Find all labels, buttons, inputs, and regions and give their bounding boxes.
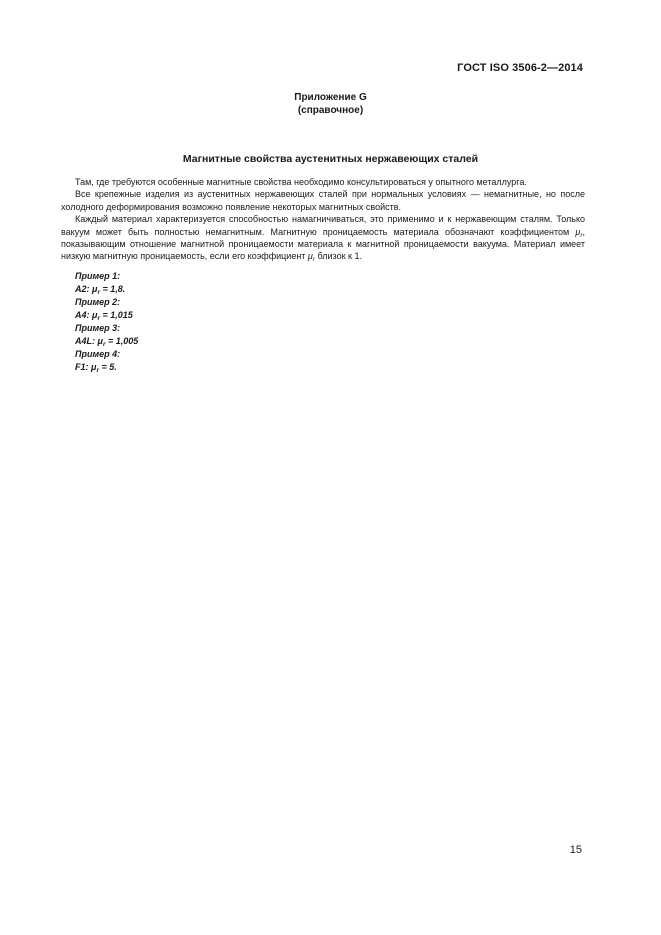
example-label: Пример 2: bbox=[75, 297, 121, 307]
examples-list bbox=[75, 270, 138, 374]
paragraph-2: Все крепежные изделия из аустенитных нержавеющих сталей при нормальных условиях — немагнитные, но после холодного деформирования возможно появление некоторых магнитных свойств. bbox=[61, 189, 585, 212]
paragraph-1: Там, где требуются особенные магнитные свойства необходимо консультироваться у опытного металлурга. bbox=[75, 177, 527, 187]
example-label: Пример 3: bbox=[75, 323, 121, 333]
example-value: A4L: $\mu_r = 1,005$ bbox=[75, 336, 139, 348]
paragraph-3-part-3: близок к 1. bbox=[315, 251, 362, 262]
annex-type: (справочное) bbox=[297, 105, 364, 116]
mu-symbol: $\mu_r$ bbox=[575, 226, 583, 239]
example-value: A4: $\mu_r = 1,015$ bbox=[75, 310, 133, 322]
paragraph-3-part-2: , показывающим отношение магнитной проницаемости материала к магнитной проницаемости вакуума. Материал имеет низкую магнитную проницаемость, если его коэффициент bbox=[61, 226, 585, 262]
example-value: A2: $\mu_r = 1,8$. bbox=[75, 284, 126, 296]
paragraph-3 bbox=[61, 213, 585, 263]
paragraph-3-part-1: Каждый материал характеризуется способностью намагничиваться, это применимо и к нержавеющим сталям. Только вакуум может быть полностью немагнитным. Магнитную проницаемость материала обозначают коэффициентом bbox=[61, 214, 585, 237]
annex-title: Магнитные свойства аустенитных нержавеющих сталей bbox=[182, 153, 479, 165]
mu-symbol: $\mu_r$ bbox=[307, 251, 316, 264]
page-number: 15 bbox=[569, 844, 582, 856]
example-label: Пример 4: bbox=[75, 349, 121, 359]
annex-heading bbox=[0, 91, 661, 117]
example-value: F1: $\mu_r = 5$. bbox=[75, 362, 117, 374]
example-label: Пример 1: bbox=[75, 271, 121, 281]
standard-designation: ГОСТ ISO 3506-2—2014 bbox=[457, 62, 583, 74]
body-text bbox=[61, 176, 585, 263]
annex-label: Приложение G bbox=[294, 92, 367, 103]
